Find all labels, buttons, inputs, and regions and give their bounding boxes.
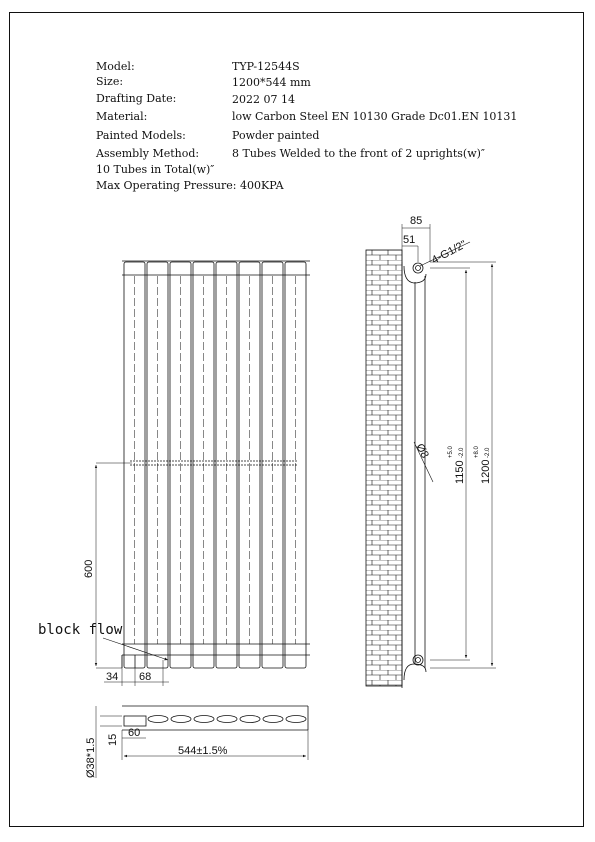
- tube-section-2: [171, 716, 191, 723]
- model-label: Model:: [96, 60, 135, 73]
- painted-value: Powder painted: [232, 129, 320, 142]
- date-value: 2022 07 14: [232, 93, 295, 106]
- dim-34-text: 34: [106, 671, 119, 683]
- tube-section-3: [194, 716, 214, 723]
- dim-1200-tol-minus: -2.0: [485, 447, 491, 458]
- upright-section: [124, 716, 146, 726]
- dim-51-text: 51: [403, 234, 416, 246]
- material-value: low Carbon Steel EN 10130 Grade Dc01.EN 10131: [232, 110, 518, 123]
- dim-1200-text: 1200: [480, 459, 492, 484]
- dim-68-text: 68: [139, 671, 152, 683]
- block-flow-leader: [103, 638, 168, 660]
- bottom-bracket: [404, 664, 426, 680]
- top-view: [96, 706, 308, 778]
- tube-section-6: [263, 716, 283, 723]
- tube-section-1: [148, 716, 168, 723]
- front-view: [96, 261, 310, 686]
- pressure-line: Max Operating Pressure: 400KPA: [96, 179, 284, 192]
- assembly-label: Assembly Method:: [96, 147, 200, 160]
- bottom-valve-outer: [413, 655, 423, 665]
- model-value: TYP-12544S: [232, 60, 300, 73]
- size-value: 1200*544 mm: [232, 76, 311, 89]
- dim-tube-text: Ø38*1.5: [85, 737, 97, 778]
- dim-85-text: 85: [410, 215, 423, 227]
- thread-text: 4-G1/2": [429, 238, 469, 267]
- dia-text: Ø8: [413, 441, 431, 461]
- brick-wall: [366, 250, 402, 686]
- date-label: Drafting Date:: [96, 92, 177, 105]
- dim-1150-text: 1150: [454, 460, 466, 484]
- tube-section-7: [286, 716, 306, 723]
- material-label: Material:: [96, 110, 148, 123]
- assembly-value: 8 Tubes Welded to the front of 2 uprights(w)″: [232, 147, 486, 160]
- dim-15-text: 15: [107, 733, 119, 746]
- dim-1200-tol-plus: +8.0: [474, 446, 480, 458]
- dim-1150-tol-plus: +5.0: [448, 446, 454, 458]
- tubes-line: 10 Tubes in Total(w)″: [96, 163, 215, 176]
- bottom-valve-inner: [416, 658, 421, 663]
- dim-600-text: 600: [83, 559, 95, 578]
- top-valve-inner: [416, 266, 421, 271]
- block-flow-label: block flow: [38, 622, 123, 638]
- size-label: Size:: [96, 75, 124, 88]
- dim-544-text: 544±1.5%: [178, 745, 228, 757]
- painted-label: Painted Models:: [96, 129, 186, 142]
- tube-section-5: [240, 716, 260, 723]
- tube-section-group: [148, 716, 306, 723]
- dim-60-text: 60: [128, 727, 141, 739]
- dim-1150-tol-minus: -2.0: [459, 447, 465, 458]
- top-valve-outer: [413, 263, 423, 273]
- tube-section-4: [217, 716, 237, 723]
